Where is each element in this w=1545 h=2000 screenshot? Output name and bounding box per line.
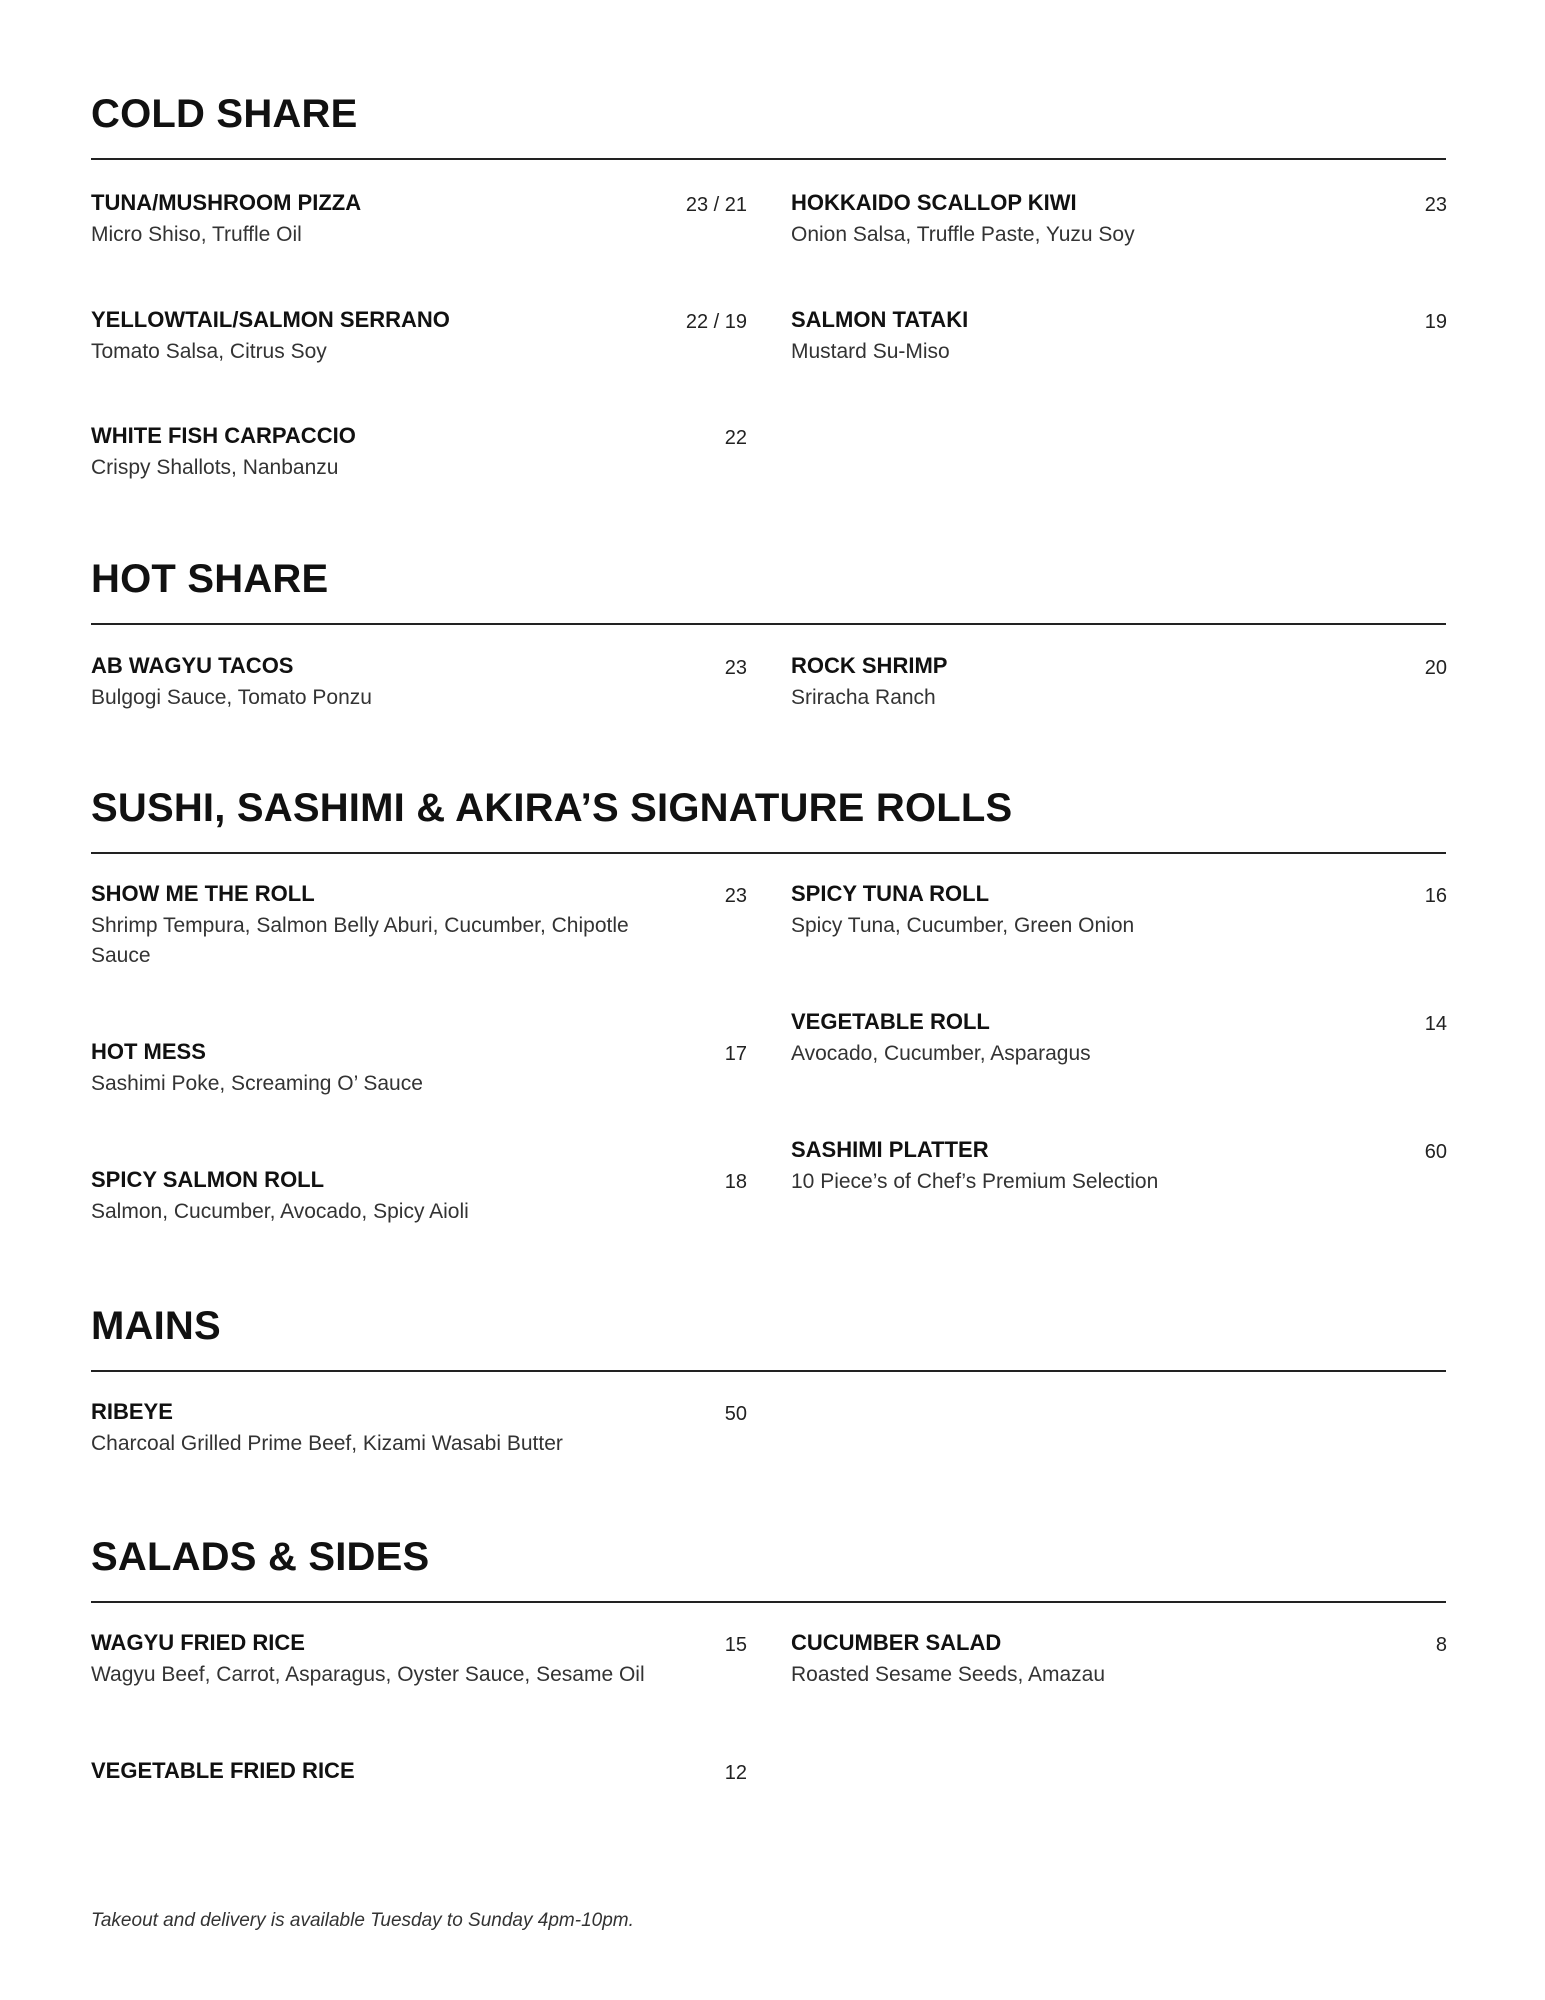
section-title: MAINS bbox=[91, 1304, 221, 1348]
item-name: TUNA/MUSHROOM PIZZA bbox=[91, 190, 362, 215]
item-name: SHOW ME THE ROLL bbox=[91, 881, 315, 906]
section-divider bbox=[91, 852, 1446, 854]
item-price: 14 bbox=[1424, 1013, 1447, 1035]
item-price: 60 bbox=[1424, 1141, 1447, 1163]
item-name: SASHIMI PLATTER bbox=[791, 1137, 989, 1162]
item-description: Shrimp Tempura, Salmon Belly Aburi, Cucumber, Chipotle Sauce bbox=[91, 914, 629, 967]
item-name: VEGETABLE ROLL bbox=[791, 1009, 990, 1034]
section-divider bbox=[91, 1370, 1446, 1372]
footer-note: Takeout and delivery is available Tuesday to Sunday 4pm-10pm. bbox=[91, 1910, 634, 1931]
item-description: Mustard Su-Miso bbox=[791, 340, 950, 363]
item-price: 22 bbox=[724, 427, 747, 449]
item-name: SPICY SALMON ROLL bbox=[91, 1167, 325, 1192]
section-divider bbox=[91, 623, 1446, 625]
item-description: Tomato Salsa, Citrus Soy bbox=[91, 340, 327, 363]
item-name: YELLOWTAIL/SALMON SERRANO bbox=[91, 307, 450, 332]
item-price: 12 bbox=[724, 1762, 747, 1784]
item-description: Micro Shiso, Truffle Oil bbox=[91, 223, 302, 246]
item-price: 22 / 19 bbox=[685, 311, 747, 333]
item-description: 10 Piece’s of Chef’s Premium Selection bbox=[791, 1170, 1159, 1193]
item-price: 16 bbox=[1424, 885, 1447, 907]
item-name: HOKKAIDO SCALLOP KIWI bbox=[791, 190, 1077, 215]
section-cold-share bbox=[91, 90, 1446, 510]
item-name: WAGYU FRIED RICE bbox=[91, 1630, 305, 1655]
item-description: Avocado, Cucumber, Asparagus bbox=[791, 1042, 1091, 1065]
item-description: Spicy Tuna, Cucumber, Green Onion bbox=[791, 914, 1135, 937]
item-description: Sriracha Ranch bbox=[791, 686, 936, 709]
item-price: 23 bbox=[724, 885, 747, 907]
section-title: HOT SHARE bbox=[91, 557, 329, 601]
section-divider bbox=[91, 1601, 1446, 1603]
item-name: ROCK SHRIMP bbox=[791, 653, 948, 678]
item-name: SPICY TUNA ROLL bbox=[791, 881, 990, 906]
item-description: Crispy Shallots, Nanbanzu bbox=[91, 456, 339, 479]
item-description: Salmon, Cucumber, Avocado, Spicy Aioli bbox=[91, 1200, 469, 1223]
item-price: 23 / 21 bbox=[685, 194, 747, 216]
item-name: CUCUMBER SALAD bbox=[791, 1630, 1002, 1655]
item-name: WHITE FISH CARPACCIO bbox=[91, 423, 356, 448]
section-salads-sides bbox=[91, 1533, 1446, 1833]
item-description: Bulgogi Sauce, Tomato Ponzu bbox=[91, 686, 372, 709]
item-price: 17 bbox=[724, 1043, 747, 1065]
section-divider bbox=[91, 158, 1446, 160]
section-mains bbox=[91, 1302, 1446, 1482]
item-price: 23 bbox=[724, 657, 747, 679]
item-name: SALMON TATAKI bbox=[791, 307, 969, 332]
section-title: COLD SHARE bbox=[91, 92, 358, 136]
section-hot-share bbox=[91, 555, 1446, 735]
item-price: 23 bbox=[1424, 194, 1447, 216]
item-price: 8 bbox=[1435, 1634, 1447, 1656]
item-price: 18 bbox=[724, 1171, 747, 1193]
item-description: Charcoal Grilled Prime Beef, Kizami Wasabi Butter bbox=[91, 1432, 563, 1455]
section-title: SALADS & SIDES bbox=[91, 1535, 430, 1579]
section-title: SUSHI, SASHIMI & AKIRA’S SIGNATURE ROLLS bbox=[91, 786, 1013, 830]
item-price: 15 bbox=[724, 1634, 747, 1656]
item-price: 20 bbox=[1424, 657, 1447, 679]
item-price: 19 bbox=[1424, 311, 1447, 333]
item-description: Roasted Sesame Seeds, Amazau bbox=[791, 1663, 1106, 1686]
item-name: RIBEYE bbox=[91, 1399, 173, 1424]
section-sushi-sashimi-rolls bbox=[91, 784, 1446, 1244]
item-price: 50 bbox=[724, 1403, 747, 1425]
item-name: AB WAGYU TACOS bbox=[91, 653, 294, 678]
item-name: HOT MESS bbox=[91, 1039, 206, 1064]
item-description: Wagyu Beef, Carrot, Asparagus, Oyster Sauce, Sesame Oil bbox=[91, 1663, 645, 1686]
item-name: VEGETABLE FRIED RICE bbox=[91, 1758, 355, 1783]
item-description: Sashimi Poke, Screaming O’ Sauce bbox=[91, 1072, 423, 1095]
item-description: Onion Salsa, Truffle Paste, Yuzu Soy bbox=[791, 223, 1135, 246]
